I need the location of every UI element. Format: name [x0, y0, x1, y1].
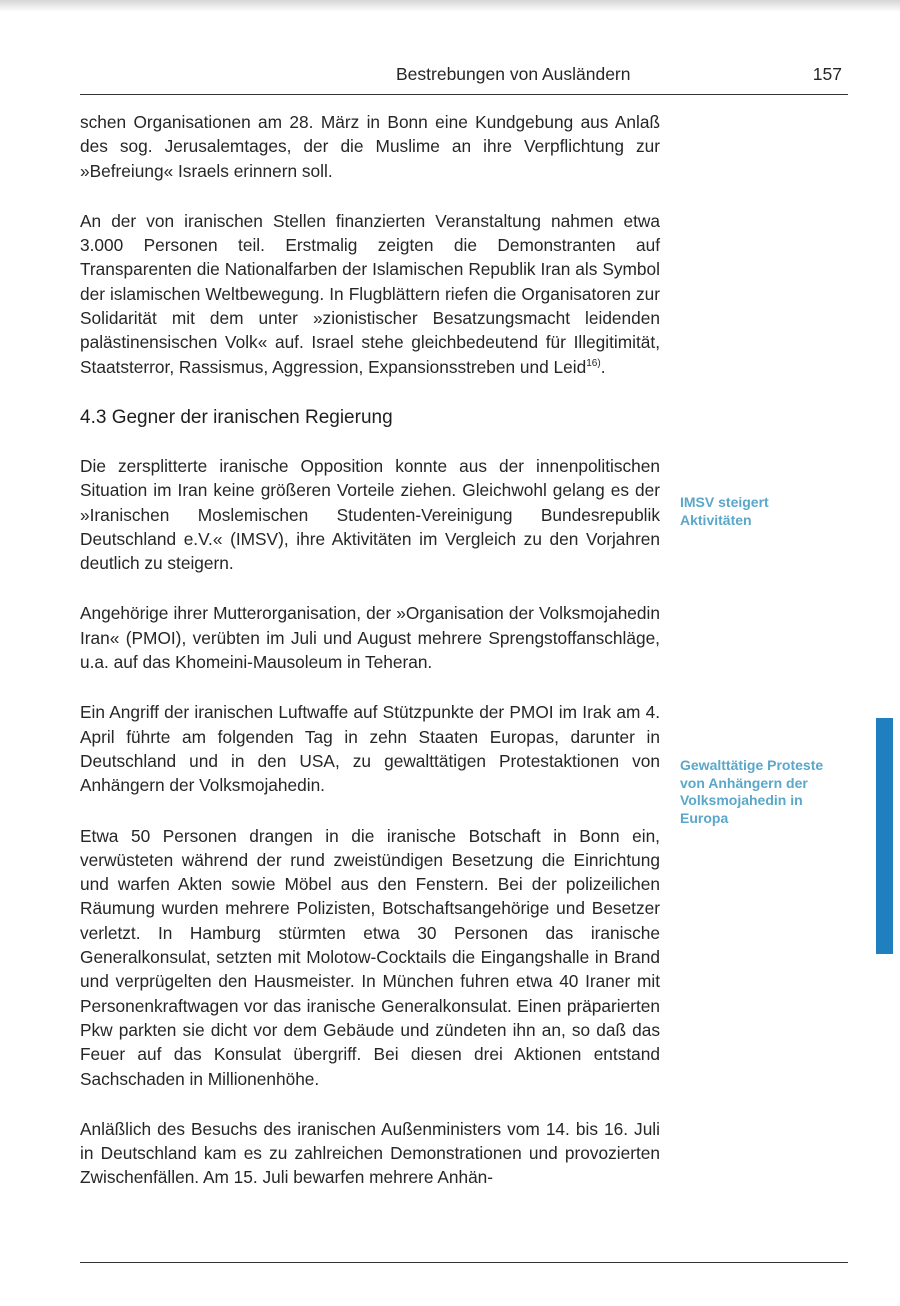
paragraph-opposition: Die zersplitterte iranische Opposition konnte aus der innenpolitischen Situation im Iran keine größeren Vorteile ziehen. Gleichwohl gelang es der »Iranischen Moslemischen Studenten-Vereinigung Bundesrepublik Deutschland e.V.« (IMSV), ihre Aktivitäten im Vergleich zu den Vorjahren deutlich zu steigern. [80, 455, 660, 574]
paragraph-luftangriff: Ein Angriff der iranischen Luftwaffe auf Stützpunkte der PMOI im Irak am 4. April führte am folgenden Tag in zehn Staaten Europas, darunter in Deutschland und in den USA, zu gewalttätigen Protestaktionen von Anhängern der Volksmojahedin. [80, 702, 660, 796]
section-heading [80, 405, 660, 431]
footer-divider [80, 1262, 848, 1263]
page-top-shadow [0, 0, 900, 12]
paragraph-pmoi: Angehörige ihrer Mutterorganisation, der »Organisation der Volksmojahedin Iran« (PMOI), verübten im Juli und August mehrere Sprengstoffanschläge, u.a. auf das Khomeini-Mausoleum in Teheran. [80, 603, 660, 673]
page-number: 157 [812, 64, 842, 84]
running-header-title: Bestrebungen von Ausländern [396, 64, 631, 84]
header-divider [80, 94, 848, 95]
running-header [80, 64, 848, 90]
main-text-column [80, 110, 660, 1216]
margin-note-imsv: IMSV steigert Aktivitäten [680, 494, 769, 528]
margin-note-proteste: Gewalttätige Proteste von Anhängern der Volksmojahedin in Europa [680, 757, 824, 826]
chapter-side-tab [876, 718, 893, 954]
footnote-reference: 16) [586, 357, 601, 369]
paragraph-jerusalemtag: schen Organisationen am 28. März in Bonn eine Kundgebung aus Anlaß des sog. Jerusalemtages, der die Muslime an ihre Verpflichtung zur »Befreiung« Israels erinnern soll. [80, 112, 660, 181]
section-title: Gegner der iranischen Regierung [111, 406, 393, 428]
paragraph-botschaft: Etwa 50 Personen drangen in die iranische Botschaft in Bonn ein, verwüsteten während der rund zweistündigen Besetzung die Einrichtung und warfen Akten sowie Möbel aus den Fenstern. Bei der polizeilichen Räumung wurden mehrere Polizisten, Botschaftsangehörige und Besetzer verletzt. In Hamburg stürmten etwa 30 Personen das iranische Generalkonsulat, setzten mit Molotow-Cocktails die Eingangshalle in Brand und verprügelten den Hausmeister. In München fuhren etwa 40 Iraner mit Personenkraftwagen vor das iranische Generalkonsulat. Einen präparierten Pkw parkten sie dicht vor dem Gebäude und zündeten ihn an, so daß das Feuer auf das Konsulat übergriff. Bei diesen drei Aktionen entstand Sachschaden in Millionenhöhe. [80, 825, 660, 1089]
paragraph-aussenminister: Anläßlich des Besuchs des iranischen Außenministers vom 14. bis 16. Juli in Deutschland kam es zu zahlreichen Demonstrationen und provozierten Zwischenfällen. Am 15. Juli bewarfen mehrere Anhän- [80, 1118, 660, 1188]
paragraph-veranstaltung-text: An der von iranischen Stellen finanzierten Veranstaltung nahmen etwa 3.000 Personen teil. Erstmalig zeigten die Demonstranten auf Transparenten die Nationalfarben der Islamischen Republik Iran als Symbol der islamischen Weltbewegung. In Flugblättern riefen die Organisatoren zur Solidarität mit dem unter »zionistischer Besatzungsmacht leidenden palästinensischen Volk« auf. Israel stehe gleichbedeutend für Illegitimität, Staatsterror, Rassismus, Aggression, Expansionsstreben und Leid [80, 210, 660, 377]
section-number: 4.3 [80, 406, 107, 428]
paragraph-veranstaltung: An der von iranischen Stellen finanzierten Veranstaltung nahmen etwa 3.000 Personen teil. Erstmalig zeigten die Demonstranten auf Transparenten die Nationalfarben der Islamischen Republik Iran als Symbol der islamischen Weltbewegung. In Flugblättern riefen die Organisatoren zur Solidarität mit dem unter »zionistischer Besatzungsmacht leidenden palästinensischen Volk« auf. Israel stehe gleichbedeutend für Illegitimität, Staatsterror, Rassismus, Aggression, Expansionsstreben und Leid$^{16)}$. [80, 210, 660, 377]
